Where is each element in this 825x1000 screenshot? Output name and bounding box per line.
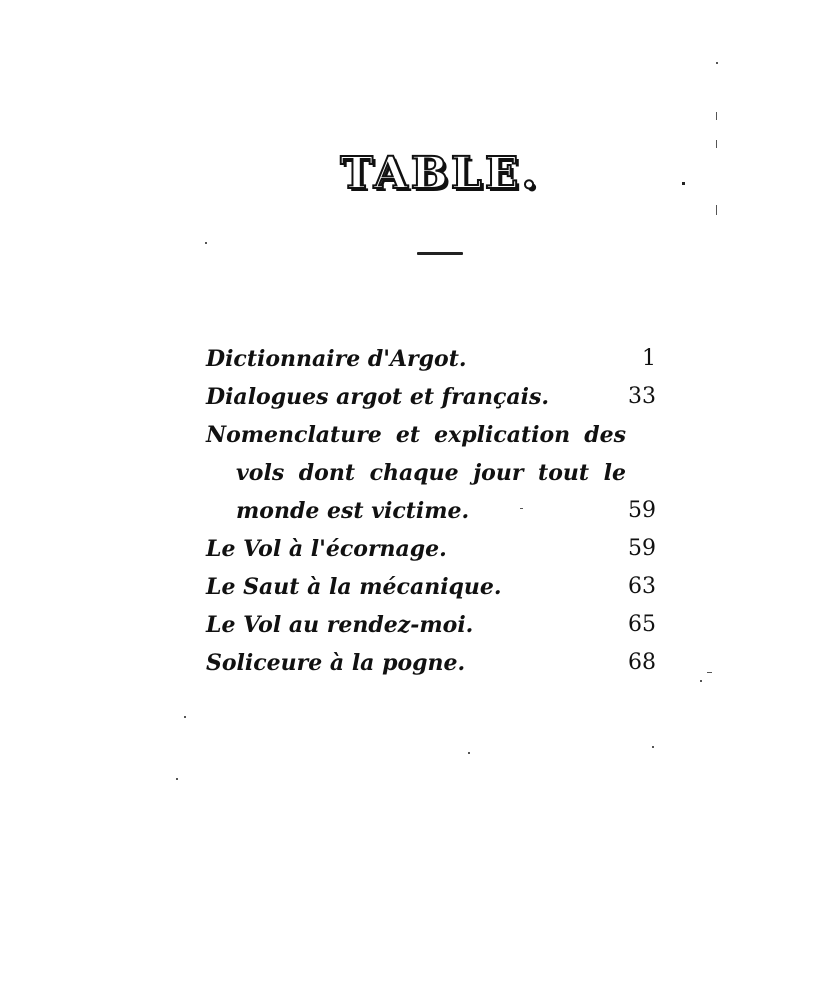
- scan-speck: [707, 672, 712, 673]
- scan-speck: [205, 242, 207, 244]
- toc-entry: [206, 340, 656, 378]
- scan-speck: [716, 112, 717, 120]
- scan-speck: [716, 205, 717, 215]
- toc-entry: [206, 606, 656, 644]
- page-title: TABLE.: [340, 148, 540, 199]
- toc-entry: [206, 568, 656, 606]
- toc-entry-label: Le Vol à l'écornage.: [206, 536, 447, 562]
- scan-speck: [682, 182, 685, 185]
- scan-speck: [716, 62, 718, 64]
- toc-entry-label: monde est victime.: [236, 498, 470, 524]
- toc-entry-label: Dictionnaire d'Argot.: [206, 346, 467, 372]
- scan-speck: [520, 508, 523, 509]
- scan-speck: [700, 680, 702, 682]
- toc-entry-label: Dialogues argot et français.: [206, 384, 550, 410]
- toc-entry-continuation: [206, 454, 656, 492]
- toc-entry: [206, 416, 656, 454]
- toc-entry-page: 1: [642, 346, 656, 371]
- toc-entry-page: 33: [628, 384, 656, 409]
- toc-entry-page: 63: [628, 574, 656, 599]
- scan-speck: [652, 746, 654, 748]
- toc-entry: [206, 378, 656, 416]
- toc-entry-label: Soliceure à la pogne.: [206, 650, 466, 676]
- toc-entry-page: 65: [628, 612, 656, 637]
- toc-entry-page: 68: [628, 650, 656, 675]
- scan-speck: [468, 752, 470, 754]
- toc-entry-label: Nomenclature et explication des: [206, 422, 626, 448]
- scan-speck: [184, 716, 186, 718]
- table-of-contents: [206, 340, 656, 682]
- toc-entry-label: vols dont chaque jour tout le: [236, 460, 626, 486]
- scan-speck: [716, 140, 717, 148]
- toc-entry: [206, 530, 656, 568]
- toc-entry-label: Le Saut à la mécanique.: [206, 574, 502, 600]
- toc-entry-label: Le Vol au rendez-moi.: [206, 612, 474, 638]
- toc-entry: [206, 644, 656, 682]
- toc-entry-continuation: [206, 492, 656, 530]
- title-rule-divider: [417, 252, 463, 255]
- toc-entry-page: 59: [628, 536, 656, 561]
- toc-entry-page: 59: [628, 498, 656, 523]
- scan-speck: [176, 778, 178, 780]
